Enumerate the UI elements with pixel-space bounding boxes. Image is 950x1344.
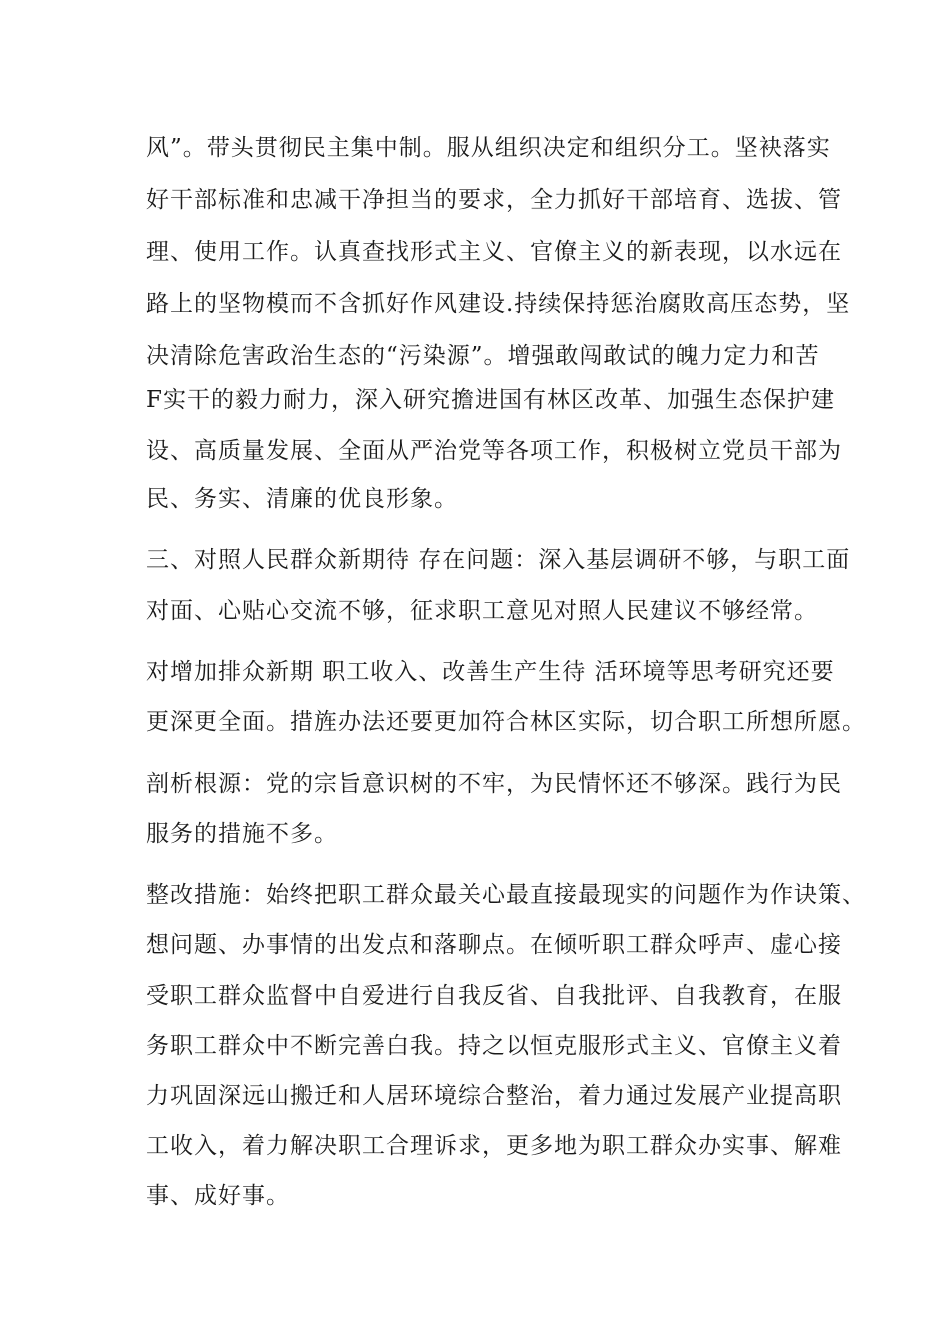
- text-line: 更深更全面。措旌办法还要更加符合林区实际，切合职工所想所愿。: [146, 709, 866, 735]
- text-line: F实干的毅力耐力，深入研究擔进国有林区改革、加强生态保护建: [146, 387, 835, 413]
- text-line: 民、务实、清廉的优良形象。: [146, 486, 458, 512]
- text-line: 受职工群众监督中自爱进行自我反省、自我批评、自我教育，在服: [146, 983, 842, 1009]
- section-heading-line: 三、对照人民群众新期待 存在问题：深入基层调研不够，与职工面: [146, 547, 851, 573]
- text-line: 对增加排众新期 职工收入、改善生产生待 活环境等思考研究还要: [146, 659, 835, 685]
- text-line: 对面、心贴心交流不够，征求职工意见对照人民建议不够经常。: [146, 598, 818, 624]
- text-line: 剖析根源：党的宗旨意识树的不牢，为民情怀还不够深。践行为民: [146, 771, 842, 797]
- text-line: 整改措施：始终把职工群众最关心最直接最现实的问题作为作诀策、: [146, 882, 866, 908]
- text-line: 事、成好事。: [146, 1183, 290, 1209]
- text-line: 想问题、办事情的出发点和落聊点。在倾听职工群众呼声、虚心接: [146, 932, 842, 958]
- text-line: 力巩固深远山搬迁和人居环境综合整治，着力通过发展产业提高职: [146, 1083, 842, 1109]
- text-line: 务职工群众中不断完善白我。持之以恒克服形式主义、官僚主义着: [146, 1033, 842, 1059]
- text-line: 服务的措施不多。: [146, 821, 338, 847]
- text-line: 风”。带头贯彻民主集中制。服从组织决定和组织分工。坚袂落实: [146, 135, 831, 161]
- text-line: 好干部标准和忠减干净担当的要求，全力抓好干部培育、选拔、管: [146, 187, 842, 213]
- text-line: 路上的坚物模而不含抓好作风建设.持续保持惩治腐敗高压态势，坚: [146, 291, 851, 317]
- text-line: 设、高质量发展、全面从严治党等各项工作，积极树立党员干部为: [146, 438, 842, 464]
- text-line: 工收入，着力解决职工合理诉求，更多地为职工群众办实事、解难: [146, 1133, 842, 1159]
- text-line: 理、使用工作。认真查找形式主义、官僚主义的新表现，以水远在: [146, 239, 842, 265]
- text-line: 决清除危害政治生态的“污染源”。增强敢闯敢试的魄力定力和苦: [146, 343, 820, 369]
